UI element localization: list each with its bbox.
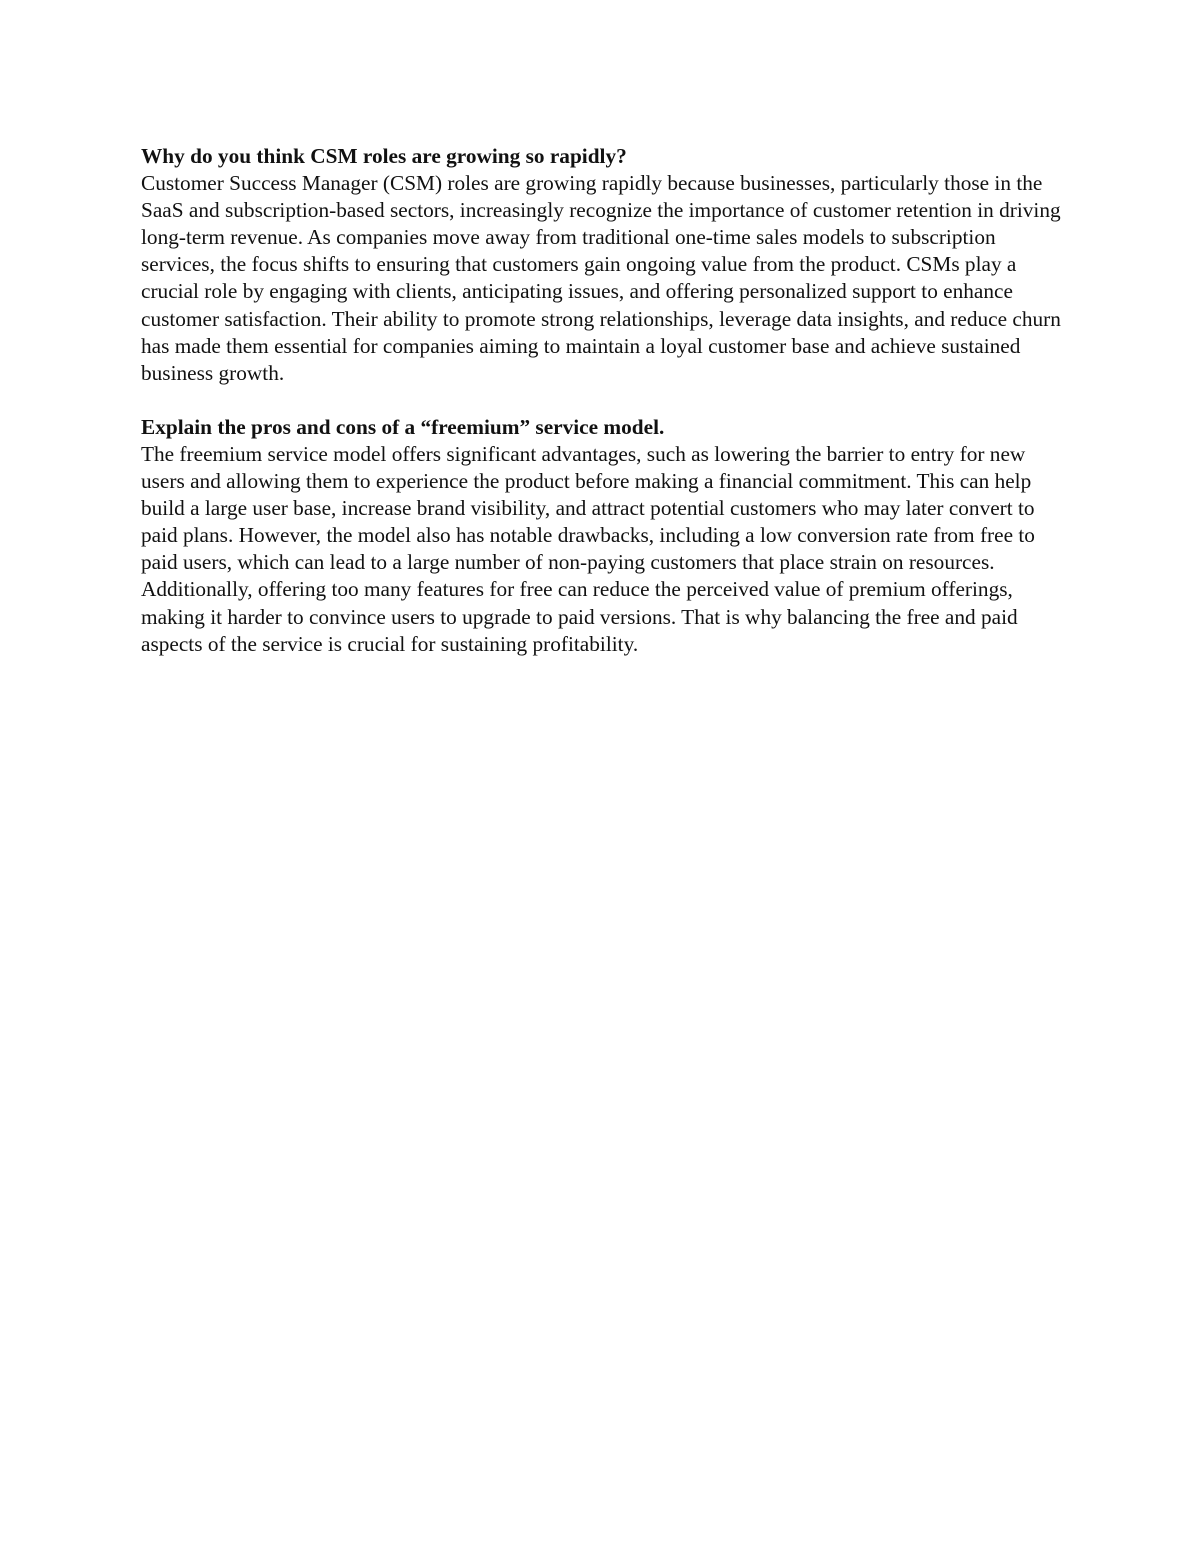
- section-freemium-model: [141, 414, 1061, 658]
- section-heading: Why do you think CSM roles are growing so rapidly?: [141, 144, 627, 168]
- section-heading: Explain the pros and cons of a “freemium” service model.: [141, 414, 665, 439]
- section-csm-roles: [141, 143, 1061, 387]
- section-paragraph: The freemium service model offers significant advantages, such as lowering the barrier to entry for new users and allowing them to experience the product before making a financial commitment. This can help build a large user base, increase brand visibility, and attract potential customers who may later convert to paid plans. However, the model also has notable drawbacks, including a low conversion rate from free to paid users, which can lead to a large number of non-paying customers that place strain on resources. Additionally, offering too many features for free can reduce the perceived value of premium offerings, making it harder to convince users to upgrade to paid versions. That is why balancing the free and paid aspects of the service is crucial for sustaining profitability.: [141, 441, 1035, 656]
- section-paragraph: Customer Success Manager (CSM) roles are growing rapidly because businesses, particularly those in the SaaS and subscription-based sectors, increasingly recognize the importance of customer retention in driving long-term revenue. As companies move away from traditional one-time sales models to subscription services, the focus shifts to ensuring that customers gain ongoing value from the product. CSMs play a crucial role by engaging with clients, anticipating issues, and offering personalized support to enhance customer satisfaction. Their ability to promote strong relationships, leverage data insights, and reduce churn has made them essential for companies aiming to maintain a loyal customer base and achieve sustained business growth.: [141, 171, 1061, 385]
- document-body: [141, 143, 1061, 658]
